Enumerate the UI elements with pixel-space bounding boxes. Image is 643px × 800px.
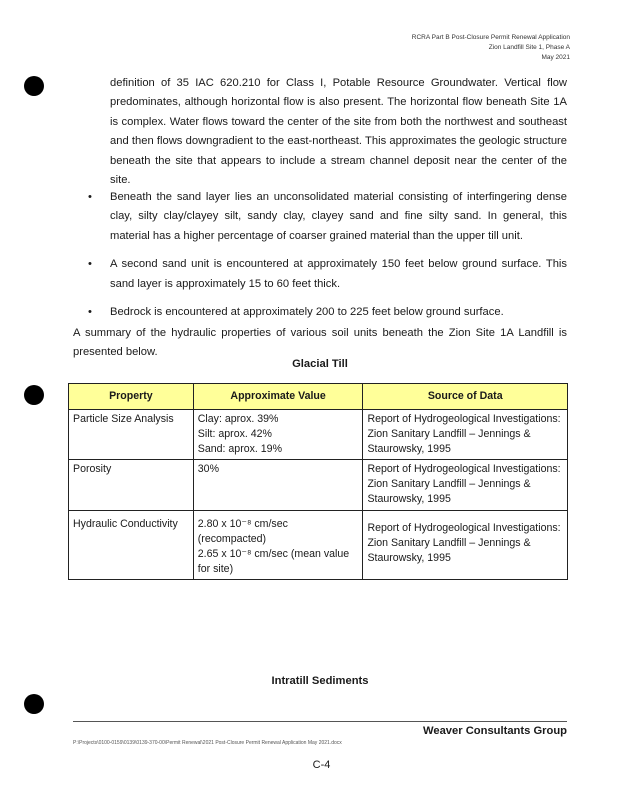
table-row [69, 410, 568, 460]
value-line: Silt: aprox. 42% [197, 428, 272, 440]
bullet-item: • Beneath the sand layer lies an unconsolidated material consisting of interfingering dense clay, silty clay/clayey silt, sandy clay, clayey sand and fine silty sand. In general, this material has a higher percentage of coarser grained material than the upper till unit. [88, 188, 567, 246]
value-cell [193, 410, 363, 460]
value-cell [193, 460, 363, 511]
binder-hole-middle [24, 385, 44, 405]
header-date: May 2021 [541, 54, 570, 61]
file-path: P:\Projects\0100-0159\0139\0139-370-00\Permit Renewal\2021 Post-Closure Permit Renewal Application May 2021.docx [73, 740, 342, 746]
value-line: Clay: aprox. 39% [197, 413, 279, 425]
header-title: RCRA Part B Post-Closure Permit Renewal Application [411, 34, 570, 41]
column-header-value: Approximate Value [193, 384, 363, 410]
bullet-item: • Bedrock is encountered at approximately 200 to 225 feet below ground surface. [88, 303, 567, 322]
table-row [69, 511, 568, 580]
property-cell: Porosity [69, 460, 194, 511]
source-cell: Report of Hydrogeological Investigations: Zion Sanitary Landfill – Jennings & Staurowsky, 1995 [363, 460, 568, 511]
header-site: Zion Landfill Site 1, Phase A [488, 44, 570, 51]
firm-name: Weaver Consultants Group [422, 725, 567, 737]
document-header [412, 33, 570, 63]
value-line: Sand: aprox. 19% [197, 443, 282, 455]
value-line: 30% [197, 463, 219, 475]
table-title: Glacial Till [292, 358, 348, 370]
source-cell: Report of Hydrogeological Investigations: Zion Sanitary Landfill – Jennings & Staurowsky, 1995 [363, 511, 568, 580]
bullet-list [88, 188, 567, 331]
bullet-item: • A second sand unit is encountered at approximately 150 feet below ground surface. This sand layer is approximately 15 to 60 feet thick. [88, 255, 567, 294]
intro-paragraph: definition of 35 IAC 620.210 for Class I, Potable Resource Groundwater. Vertical flow predominates, although horizontal flow is also present. The horizontal flow beneath Site 1A is complex. Water flows toward the center of the site from both the northwest and southeast and then flows downgradient to the east-northeast. This approximates the geologic structure beneath the site that appears to include a stream channel deposit near the center of the site. [110, 77, 567, 187]
property-cell: Hydraulic Conductivity [69, 511, 194, 580]
summary-paragraph: A summary of the hydraulic properties of various soil units beneath the Zion Site 1A Landfill is presented below. [73, 327, 567, 358]
hydraulic-properties-table [68, 383, 568, 580]
value-cell [193, 511, 363, 580]
table-row [69, 460, 568, 511]
table-header-row [69, 384, 568, 410]
column-header-property: Property [69, 384, 194, 410]
binder-hole-top [24, 76, 44, 96]
value-line: 2.65 x 10⁻⁸ cm/sec (mean value for site) [197, 548, 350, 575]
footer-divider [73, 721, 567, 722]
value-line: 2.80 x 10⁻⁸ cm/sec (recompacted) [197, 518, 288, 545]
source-cell: Report of Hydrogeological Investigations: Zion Sanitary Landfill – Jennings & Staurowsky, 1995 [363, 410, 568, 460]
property-cell: Particle Size Analysis [69, 410, 194, 460]
binder-hole-bottom [24, 694, 44, 714]
section-heading: Intratill Sediments [271, 675, 369, 687]
column-header-source: Source of Data [363, 384, 568, 410]
page-number: C-4 [312, 759, 331, 771]
